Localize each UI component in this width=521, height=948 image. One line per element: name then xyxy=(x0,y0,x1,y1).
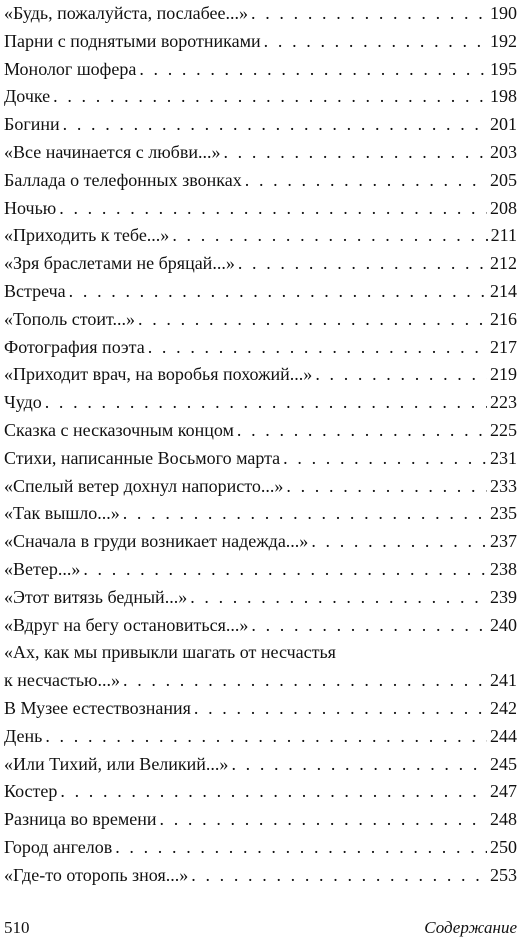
dot-leader xyxy=(45,389,487,417)
dot-leader xyxy=(45,723,487,751)
toc-entry-title: «Ветер...» xyxy=(4,558,81,579)
toc-entry xyxy=(4,806,517,834)
toc-entry xyxy=(4,834,517,862)
toc-entry-title: Парни с поднятыми воротниками xyxy=(4,30,261,51)
toc-entry-multiline xyxy=(4,639,517,695)
toc-entry-page: 241 xyxy=(490,670,517,691)
toc-entry-page: 248 xyxy=(490,809,517,830)
toc-entry-page: 231 xyxy=(490,447,517,468)
toc-entry-page: 208 xyxy=(490,197,517,218)
dot-leader xyxy=(63,111,487,139)
toc-entry-page: 235 xyxy=(490,503,517,524)
toc-entry xyxy=(4,306,517,334)
dot-leader xyxy=(251,0,487,28)
toc-entry-page: 250 xyxy=(490,836,517,857)
dot-leader xyxy=(60,778,487,806)
toc-entry-page: 214 xyxy=(490,280,517,301)
toc-entry-page: 225 xyxy=(490,419,517,440)
toc-entry-page: 237 xyxy=(490,531,517,552)
dot-leader xyxy=(315,361,487,389)
toc-entry xyxy=(4,222,517,250)
toc-entry-title: Костер xyxy=(4,781,58,802)
toc-entry-title: День xyxy=(4,725,43,746)
toc-entry xyxy=(4,28,517,56)
toc-entry-page: 212 xyxy=(490,253,517,274)
toc-entry xyxy=(4,0,517,28)
toc-entry-title: «Так вышло...» xyxy=(4,503,120,524)
toc-entry xyxy=(4,445,517,473)
toc-entry-title: Ночью xyxy=(4,197,57,218)
toc-entry-page: 242 xyxy=(490,697,517,718)
toc-entry xyxy=(4,417,517,445)
toc-entry xyxy=(4,389,517,417)
dot-leader xyxy=(237,417,487,445)
page-number: 510 xyxy=(4,918,30,937)
toc-entry xyxy=(4,167,517,195)
toc-entry-title: В Музее естествознания xyxy=(4,697,191,718)
dot-leader xyxy=(53,83,487,111)
toc-entry-page: 205 xyxy=(490,169,517,190)
dot-leader xyxy=(123,500,487,528)
toc-entry-page: 192 xyxy=(490,30,517,51)
toc-entry-title: Монолог шофера xyxy=(4,58,137,79)
toc-entry-title: Фотография поэта xyxy=(4,336,145,357)
toc-entry xyxy=(4,723,517,751)
toc-entry-title: Баллада о телефонных звонках xyxy=(4,169,242,190)
toc-entry xyxy=(4,695,517,723)
toc-entry-title: Разница во времени xyxy=(4,809,157,830)
toc-entry-title: Сказка с несказочным концом xyxy=(4,419,234,440)
toc-entry xyxy=(4,195,517,223)
toc-entry-title-line: «Ах, как мы привыкли шагать от несчастья xyxy=(4,642,336,663)
toc-entry-title: Встреча xyxy=(4,280,66,301)
toc-entry-title: Чудо xyxy=(4,392,42,413)
toc-entry-title: Стихи, написанные Восьмого марта xyxy=(4,447,281,468)
page-footer xyxy=(4,916,517,940)
toc-entry-page: 211 xyxy=(490,225,517,246)
running-section-title: Содержание xyxy=(424,918,517,937)
toc-entry-page: 223 xyxy=(490,392,517,413)
toc-entry-title: «Где-то оторопь зноя...» xyxy=(4,864,189,885)
toc-entry-page: 247 xyxy=(490,781,517,802)
dot-leader xyxy=(231,751,487,779)
toc-entry-page: 239 xyxy=(490,586,517,607)
toc-entry xyxy=(4,139,517,167)
dot-leader xyxy=(69,278,487,306)
toc-entry-title: к несчастью...» xyxy=(4,670,120,691)
toc-entry-page: 195 xyxy=(490,58,517,79)
dot-leader xyxy=(160,806,487,834)
toc-entry-title: Город ангелов xyxy=(4,836,113,857)
toc-entries-group xyxy=(4,0,517,639)
dot-leader xyxy=(286,473,487,501)
toc-entry xyxy=(4,584,517,612)
dot-leader xyxy=(283,445,487,473)
dot-leader xyxy=(191,862,487,890)
toc-entry-page: 244 xyxy=(490,725,517,746)
toc-entry-page: 240 xyxy=(490,614,517,635)
dot-leader xyxy=(245,167,487,195)
toc-entry-title: «Вдруг на бегу остановиться...» xyxy=(4,614,249,635)
toc-entry-title: «Зря браслетами не бряцай...» xyxy=(4,253,235,274)
dot-leader xyxy=(148,334,487,362)
dot-leader xyxy=(83,556,487,584)
toc-entry-title: «Приходит врач, на воробья похожий...» xyxy=(4,364,313,385)
toc-entry-page: 219 xyxy=(490,364,517,385)
dot-leader xyxy=(264,28,487,56)
toc-entry-page: 238 xyxy=(490,558,517,579)
toc-entry xyxy=(4,111,517,139)
toc-entry-page: 198 xyxy=(490,86,517,107)
toc-entry xyxy=(4,778,517,806)
dot-leader xyxy=(172,222,487,250)
dot-leader xyxy=(251,612,487,640)
toc-entry xyxy=(4,334,517,362)
toc-entry-page: 203 xyxy=(490,141,517,162)
dot-leader xyxy=(190,584,487,612)
table-of-contents xyxy=(4,0,517,890)
toc-entry-page: 190 xyxy=(490,3,517,23)
toc-entry-page: 216 xyxy=(490,308,517,329)
toc-entry-title: «Спелый ветер дохнул напористо...» xyxy=(4,475,284,496)
dot-leader xyxy=(59,195,487,223)
toc-entry-title: «Приходить к тебе...» xyxy=(4,225,170,246)
toc-entry xyxy=(4,83,517,111)
toc-entry xyxy=(4,500,517,528)
toc-entry-page: 217 xyxy=(490,336,517,357)
toc-entry-title: Богини xyxy=(4,114,60,135)
toc-entry xyxy=(4,56,517,84)
toc-entry-title: «Все начинается с любви...» xyxy=(4,141,221,162)
toc-entry xyxy=(4,250,517,278)
dot-leader xyxy=(123,667,487,695)
toc-entry-title: «Или Тихий, или Великий...» xyxy=(4,753,229,774)
dot-leader xyxy=(115,834,487,862)
dot-leader xyxy=(138,306,487,334)
toc-entry xyxy=(4,278,517,306)
toc-entry-title: «Этот витязь бедный...» xyxy=(4,586,188,607)
toc-entry xyxy=(4,528,517,556)
toc-entries-group xyxy=(4,695,517,890)
toc-entry-page: 245 xyxy=(490,753,517,774)
dot-leader xyxy=(194,695,487,723)
toc-entry-page: 253 xyxy=(490,864,517,885)
toc-entry xyxy=(4,751,517,779)
toc-entry-title: Дочке xyxy=(4,86,51,107)
toc-entry xyxy=(4,667,517,695)
dot-leader xyxy=(223,139,487,167)
toc-entry xyxy=(4,612,517,640)
toc-entry xyxy=(4,361,517,389)
dot-leader xyxy=(311,528,487,556)
toc-entry-title: «Будь, пожалуйста, послабее...» xyxy=(4,3,249,23)
toc-entry xyxy=(4,473,517,501)
dot-leader xyxy=(238,250,487,278)
toc-entry-title: «Сначала в груди возникает надежда...» xyxy=(4,531,309,552)
dot-leader xyxy=(139,56,487,84)
toc-entry xyxy=(4,862,517,890)
toc-entry xyxy=(4,556,517,584)
toc-entry-title: «Тополь стоит...» xyxy=(4,308,135,329)
toc-entry-page: 233 xyxy=(490,475,517,496)
toc-entry-page: 201 xyxy=(490,114,517,135)
